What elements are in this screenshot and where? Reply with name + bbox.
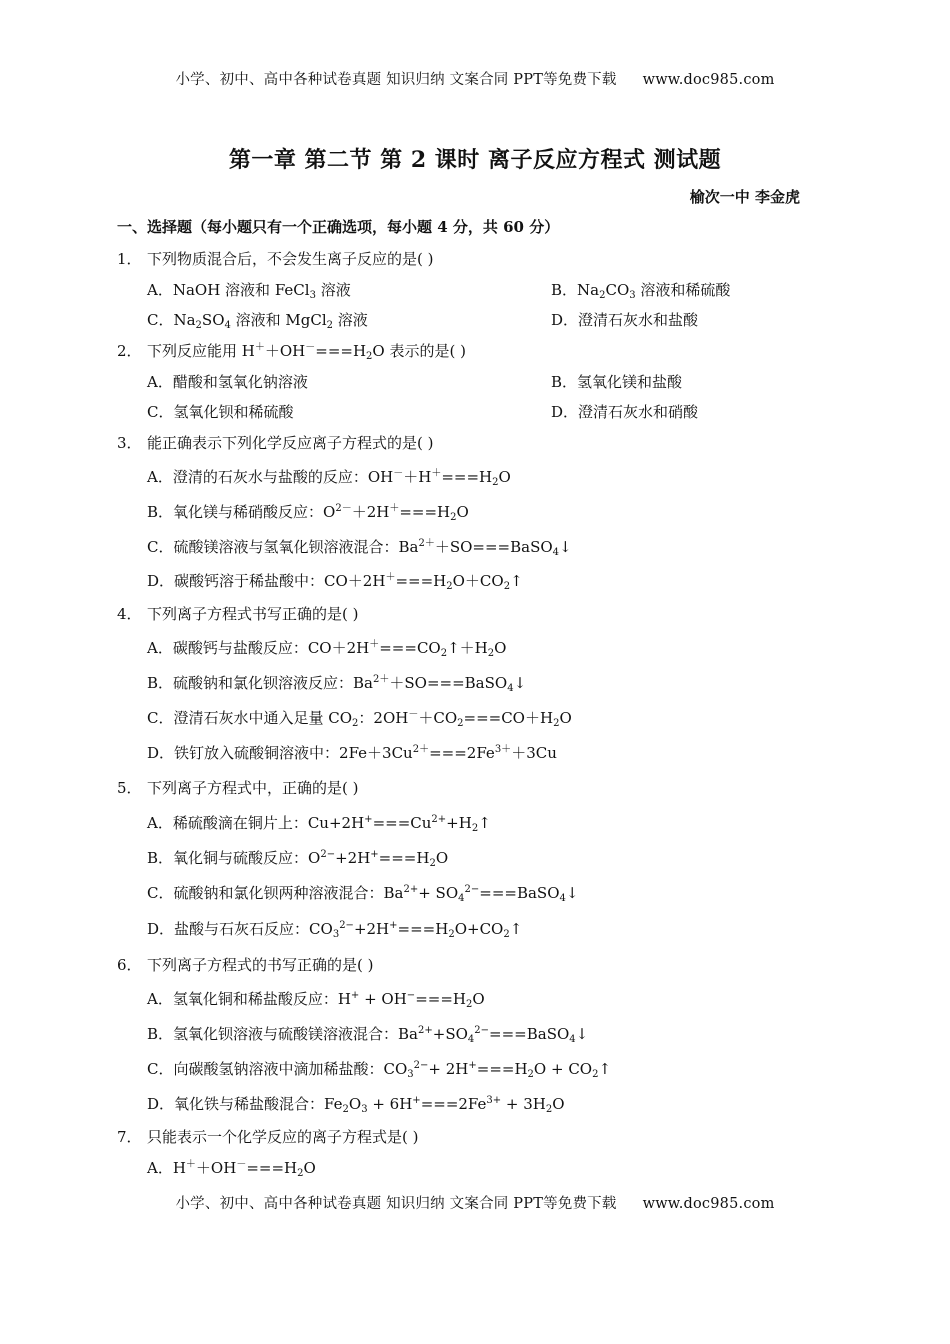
option-b: B．氢氧化钡溶液与硫酸镁溶液混合：$Ba^{2+}+SO_4^{2-}===BaSO_4↓$ [147, 1025, 589, 1045]
page-header [0, 68, 950, 89]
question-3 [117, 432, 433, 453]
question-number: 1． [117, 250, 142, 268]
header-text: 小学、初中、高中各种试卷真题 知识归纳 文案合同 PPT等免费下载 [175, 72, 617, 88]
question-stem: 下列离子方程式书写正确的是( ) [147, 605, 359, 623]
option-b: B．氧化铜与硫酸反应：$O^{2-}+2H^+===H_2O$ [147, 849, 449, 869]
question-number: 5． [117, 779, 142, 797]
option-c: C．硫酸镁溶液与氢氧化钡溶液混合：$Ba^{2+}+SO===BaSO_4↓$ [147, 538, 572, 558]
option-b: B．氧化镁与稀硝酸反应：$O^{2-}+2H^+===H_2O$ [147, 503, 469, 523]
option-c: C．硫酸钠和氯化钡两种溶液混合：$Ba^{2+}+$ $SO_4^{2-}===BaSO_4↓$ [147, 884, 579, 904]
option-d: D．铁钉放入硫酸铜溶液中：$2Fe+3Cu^{2+}===2Fe^{3+}+3Cu$ [147, 744, 557, 762]
question-6 [117, 954, 373, 975]
option-c: C．向碳酸氢钠溶液中滴加稀盐酸：$CO_3^{2-}+ 2H^+===H_2O$ + $CO_2↑$ [147, 1060, 612, 1080]
question-number: 4． [117, 605, 142, 623]
option-a: A．$H^++OH^-===H_2O$ [147, 1159, 316, 1179]
option-c: C．澄清石灰水中通入足量 $CO_2$：$2OH^-+CO_2===CO+H_2O$ [147, 709, 572, 729]
author-line: 榆次一中 李金虎 [689, 188, 800, 206]
question-number: 6． [117, 956, 142, 974]
option-d: D．盐酸与石灰石反应：$CO_3^{2-}+2H^+===H_2O+CO_2↑$ [147, 920, 523, 940]
option-a: A．澄清的石灰水与盐酸的反应：$OH^-+H^+===H_2O$ [147, 468, 511, 488]
option-d: D．澄清石灰水和盐酸 [551, 311, 699, 329]
section-heading: 一、选择题（每小题只有一个正确选项，每小题 4 分，共 60 分） [117, 218, 560, 236]
question-number: 7． [117, 1128, 142, 1146]
page-footer [0, 1192, 950, 1213]
option-c: C．$Na_2SO_4$ 溶液和 MgCl$_2$ 溶液 [147, 311, 368, 331]
footer-url: www.doc985.com [642, 1196, 775, 1212]
option-c: C．氢氧化钡和稀硫酸 [147, 403, 294, 421]
option-a: A．氢氧化铜和稀盐酸反应：$H^+ + OH^-===H_2O$ [147, 990, 485, 1010]
question-stem: 能正确表示下列化学反应离子方程式的是( ) [147, 434, 434, 452]
option-a: A．醋酸和氢氧化钠溶液 [147, 373, 308, 391]
option-a: A．NaOH 溶液和 FeCl$_3$ 溶液 [147, 281, 351, 301]
question-stem: 下列反应能用 $H^++OH^-===H_2O$ 表示的是( ) [147, 342, 466, 362]
document-title: 第一章 第二节 第 2 课时 离子反应方程式 测试题 [228, 147, 722, 173]
question-2 [117, 340, 466, 361]
option-d: D．碳酸钙溶于稀盐酸中：$CO+2H^+===H_2O+CO_2↑$ [147, 572, 523, 592]
question-stem: 下列物质混合后，不会发生离子反应的是( ) [147, 250, 434, 268]
question-stem: 只能表示一个化学反应的离子方程式是( ) [147, 1128, 419, 1146]
option-d: D．澄清石灰水和硝酸 [551, 403, 699, 421]
question-number: 3． [117, 434, 142, 452]
question-stem: 下列离子方程式中，正确的是( ) [147, 779, 359, 797]
option-d: D．氧化铁与稀盐酸混合：$Fe_2O_3 + 6H^+===2Fe^{3+} + 3H_2O$ [147, 1095, 565, 1115]
question-number: 2． [117, 342, 142, 360]
question-7 [117, 1126, 418, 1147]
option-b: B．硫酸钠和氯化钡溶液反应：$Ba^{2+}+SO===BaSO_4↓$ [147, 674, 527, 694]
footer-text: 小学、初中、高中各种试卷真题 知识归纳 文案合同 PPT等免费下载 [175, 1196, 617, 1212]
header-url: www.doc985.com [642, 72, 775, 88]
question-5 [117, 777, 358, 798]
option-b: B．氢氧化镁和盐酸 [551, 373, 683, 391]
option-b: B．$Na_2CO_3$ 溶液和稀硫酸 [551, 281, 731, 301]
option-a: A．碳酸钙与盐酸反应：$CO+2H^+===CO_2↑+H_2O$ [147, 639, 507, 659]
question-stem: 下列离子方程式的书写正确的是( ) [147, 956, 374, 974]
option-a: A．稀硫酸滴在铜片上：$Cu+2H^+===Cu^{2+}+H_2↑$ [147, 814, 491, 834]
question-1 [117, 248, 433, 269]
question-4 [117, 603, 358, 624]
